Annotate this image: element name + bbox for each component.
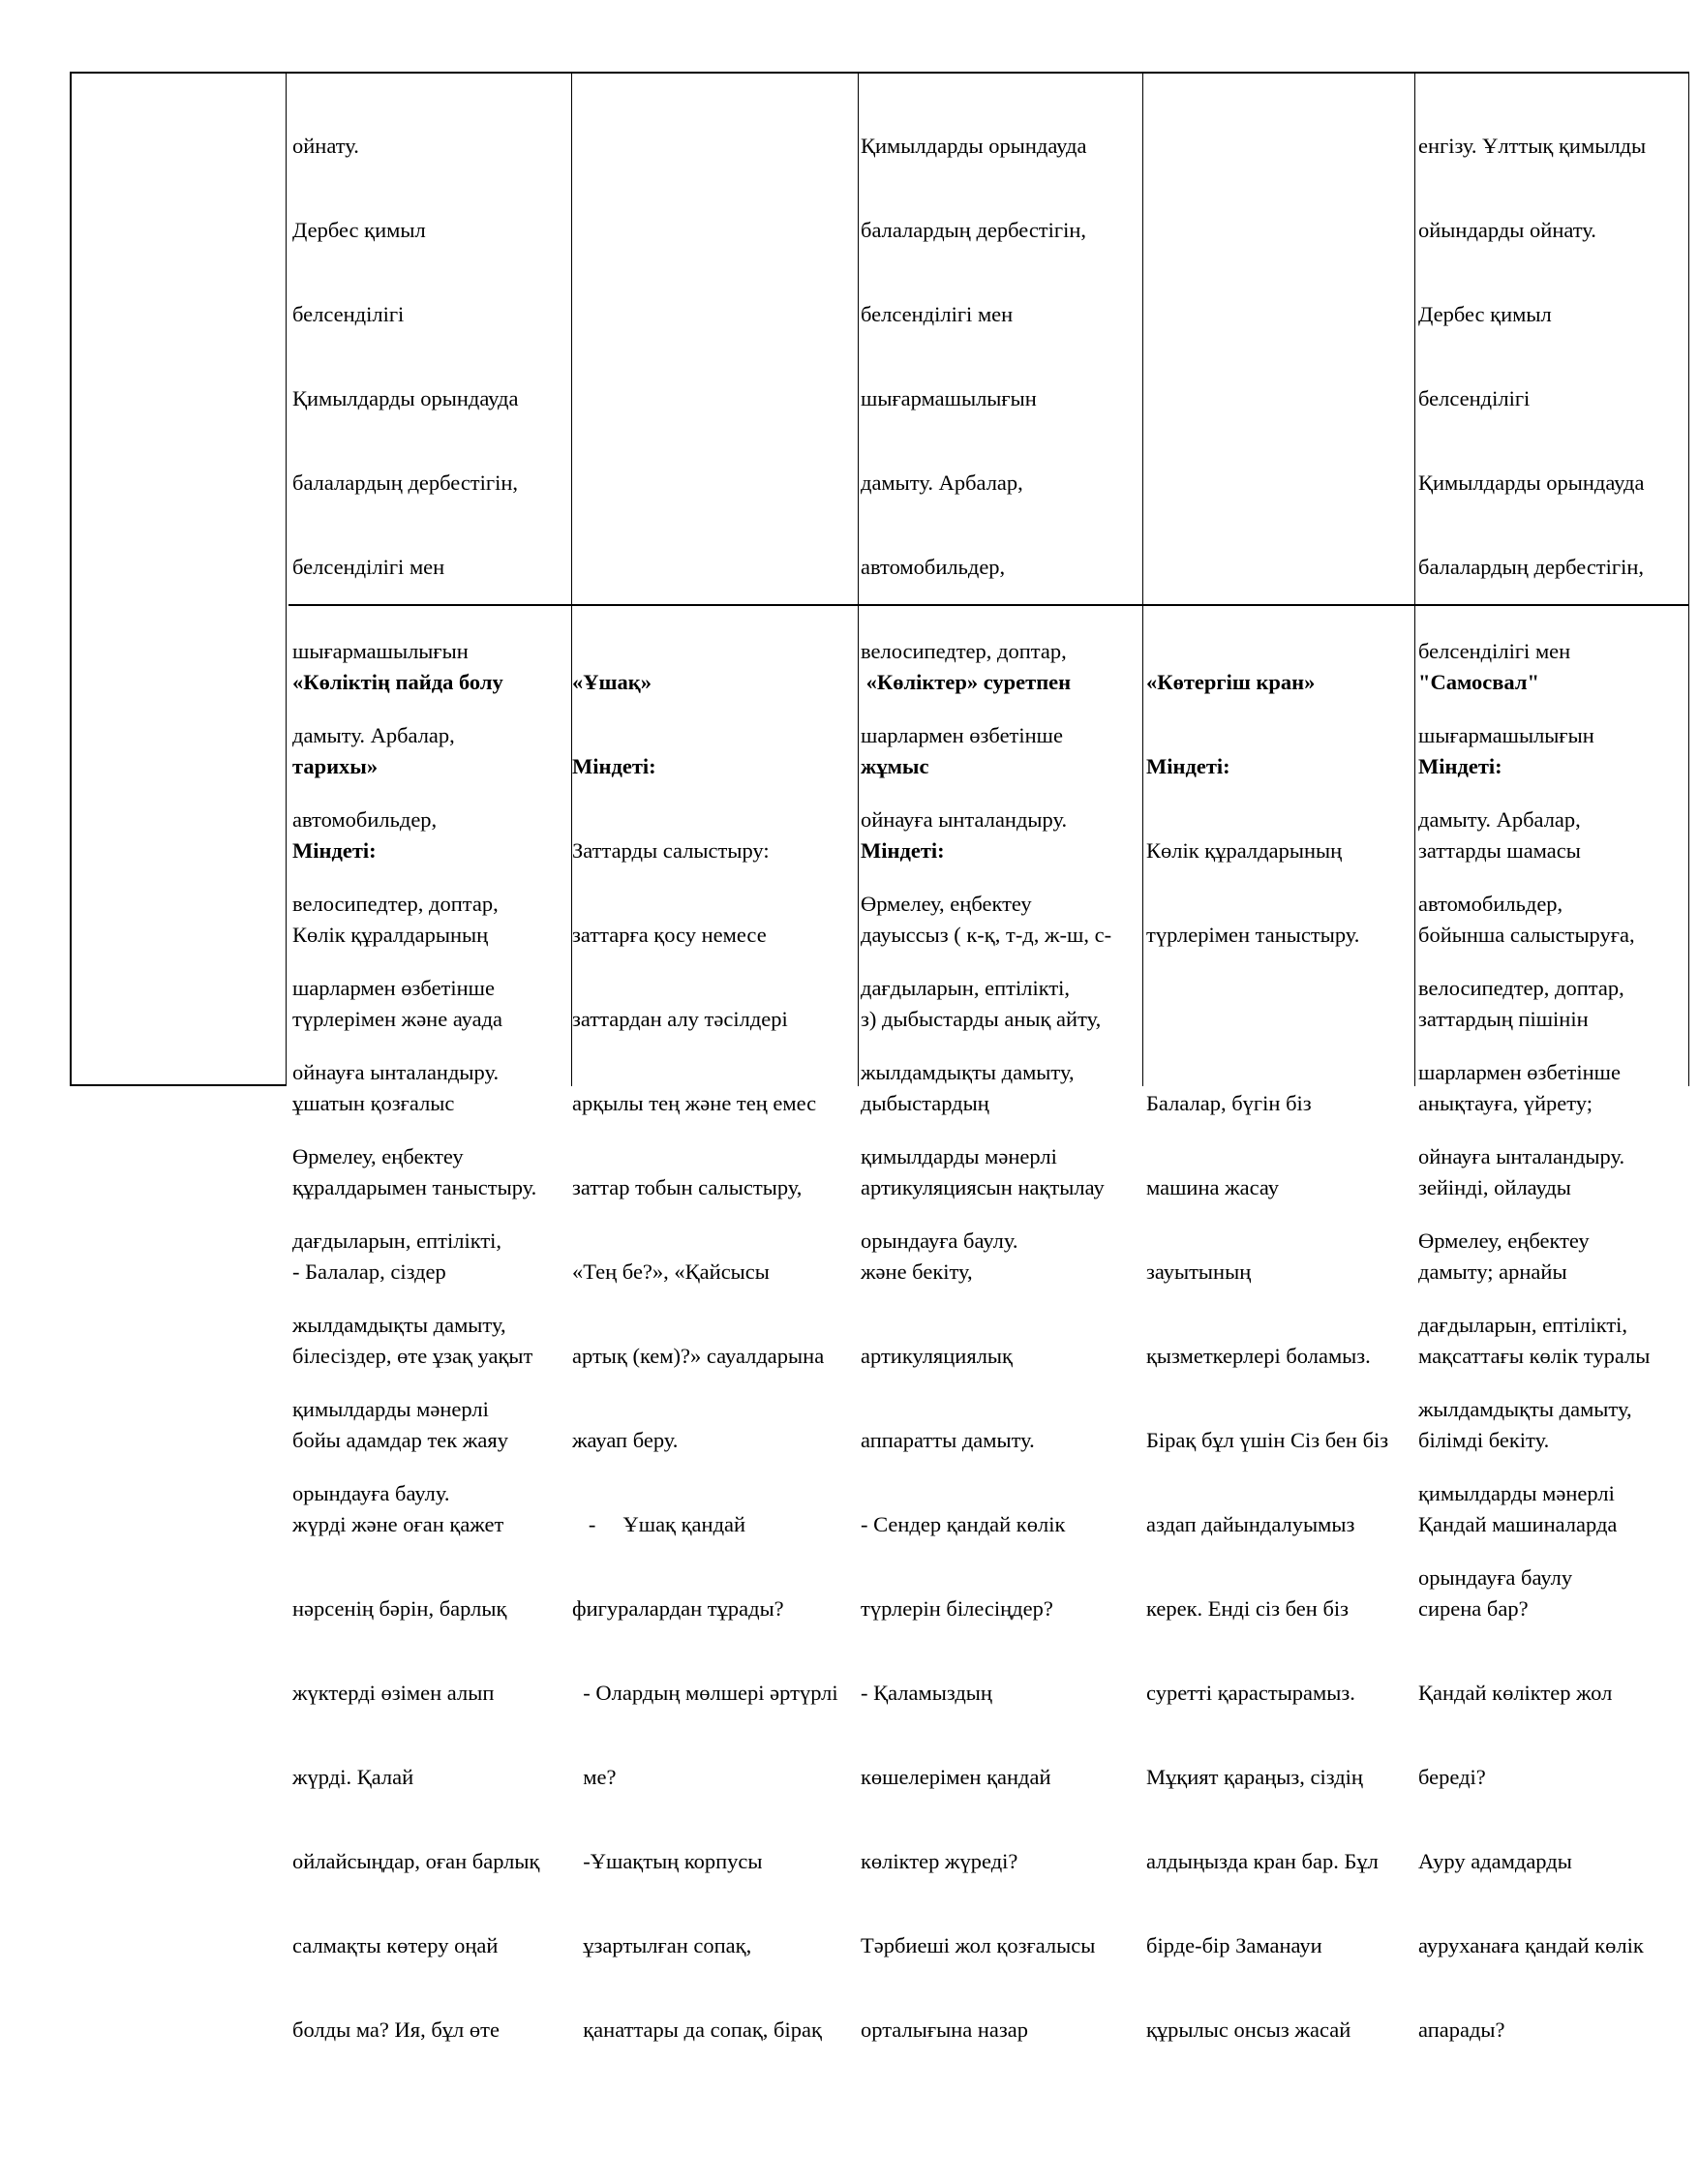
text-line: жүрді. Қалай (292, 1765, 414, 1789)
text-line: - Қаламыздың (861, 1681, 992, 1705)
text-line: шығармашылығын (1418, 723, 1594, 747)
text-line: салмақты көтеру оңай (292, 1933, 499, 1957)
text-line: - Олардың мөлшері әртүрлі (572, 1681, 838, 1705)
task-heading: Міндеті: (292, 838, 377, 863)
text-line: бойы адамдар тек жаяу (292, 1428, 508, 1452)
text-line: Өрмелеу, еңбектеу (292, 1144, 464, 1168)
text-line: автомобильдер, (861, 555, 1006, 579)
text-line: білесіздер, өте ұзақ уақыт (292, 1344, 533, 1368)
text-line: жылдамдықты дамыту, (1418, 1397, 1632, 1421)
text-line: Көлік құралдарының (1146, 838, 1343, 863)
column-divider-1 (286, 72, 287, 1086)
text-line: жүктерді өзімен алып (292, 1681, 495, 1705)
text-line: Өрмелеу, еңбектеу (1418, 1228, 1590, 1253)
text-line: белсенділігі мен (861, 302, 1014, 326)
text-line (292, 2100, 539, 2128)
text-line: көліктер жүреді? (861, 1849, 1018, 1873)
text-line: енгізу. Ұлттық қимылды (1418, 134, 1647, 158)
text-line: белсенділігі мен (292, 555, 445, 579)
text-line: балалардың дербестігін, (861, 218, 1087, 242)
text-line: орындауға баулу (1418, 1565, 1573, 1590)
text-line: - Ұшақ қандай (572, 1512, 746, 1536)
row2-col5-cell (1418, 612, 1650, 2100)
text-line: велосипедтер, доптар, (861, 639, 1067, 663)
text-line: белсенділігі (1418, 386, 1531, 410)
text-line: орындауға баулу. (861, 1228, 1018, 1253)
text-line: балалардың дербестігін, (1418, 555, 1645, 579)
text-line: Көлік құралдарының (292, 923, 489, 947)
text-line: нәрсенің бәрін, барлық (292, 1596, 507, 1621)
text-line: ойнату. (292, 134, 359, 158)
text-line: - Сендер қандай көлік (861, 1512, 1066, 1536)
text-line: құралдарымен таныстыру. (292, 1175, 537, 1199)
activity-title: «Көтергіш кран» (1146, 670, 1316, 694)
text-line: шығармашылығын (861, 386, 1037, 410)
text-line: артық (кем)?» сауалдарына (572, 1344, 825, 1368)
activity-title: жұмыс (861, 754, 929, 778)
text-line: автомобильдер, (292, 807, 438, 832)
text-line: фигуралардан тұрады? (572, 1596, 784, 1621)
text-line: шығармашылығын (292, 639, 469, 663)
text-line (861, 2100, 1111, 2128)
text-line: ме? (572, 1765, 617, 1789)
text-line: шарлармен өзбетінше (1418, 1060, 1621, 1084)
text-line: түрлерімен және ауада (292, 1007, 503, 1031)
activity-title: "Самосвал" (1418, 670, 1539, 694)
text-line: зауытының (1146, 1259, 1252, 1284)
text-line: керек. Енді сіз бен біз (1146, 1596, 1350, 1621)
text-line: бойынша салыстыруға, (1418, 923, 1635, 947)
text-line: Ауру адамдарды (1418, 1849, 1572, 1873)
text-line: дағдыларын, ептілікті, (292, 1228, 502, 1253)
text-line: Қимылдарды орындауда (861, 134, 1087, 158)
text-line: ауруханаға қандай көлік (1418, 1933, 1644, 1957)
text-line: білімді бекіту. (1418, 1428, 1550, 1452)
text-line: қимылдарды мәнерлі (1418, 1481, 1615, 1505)
activity-title: «Көліктің пайда болу (292, 670, 503, 694)
text-line: Қандай машиналарда (1418, 1512, 1618, 1536)
text-line: заттардың пішінін (1418, 1007, 1589, 1031)
text-line: Қандай көліктер жол (1418, 1681, 1613, 1705)
text-line: қимылдарды мәнерлі (861, 1144, 1057, 1168)
text-line: анықтауға, үйрету; (1418, 1091, 1593, 1115)
text-line: артикуляциялық (861, 1344, 1013, 1368)
text-line: дамыту. Арбалар, (1418, 807, 1581, 832)
text-line: және бекіту, (861, 1259, 973, 1284)
text-line: дамыту. Арбалар, (861, 470, 1023, 495)
text-line: түрлерін білесіңдер? (861, 1596, 1053, 1621)
text-line: Балалар, бүгін біз (1146, 1091, 1312, 1115)
text-line: орталығына назар (861, 2017, 1028, 2042)
text-line: Бірақ бұл үшін Сіз бен біз (1146, 1428, 1389, 1452)
text-line: белсенділігі мен (1418, 639, 1571, 663)
text-line: жүрді және оған қажет (292, 1512, 504, 1536)
text-line: Мұқият қараңыз, сіздің (1146, 1765, 1363, 1789)
task-heading: Міндеті: (1418, 754, 1502, 778)
text-line: ойнауға ынталандыру. (861, 807, 1068, 832)
text-line: белсенділігі (292, 302, 405, 326)
activity-title: тарихы» (292, 754, 379, 778)
text-line: автомобильдер, (1418, 892, 1563, 916)
text-line: - Балалар, сіздер (292, 1259, 446, 1284)
text-line: орындауға баулу. (292, 1481, 450, 1505)
task-heading: Міндеті: (861, 838, 945, 863)
text-line: ойнауға ынталандыру. (292, 1060, 500, 1084)
text-line: шарлармен өзбетінше (292, 976, 495, 1000)
activity-title: «Ұшақ» (572, 670, 652, 694)
text-line: суретті қарастырамыз. (1146, 1681, 1355, 1705)
table-top-border (70, 72, 1689, 74)
table-right-border (1688, 72, 1689, 1086)
text-line: құрылыс онсыз жасай (1146, 2017, 1351, 2042)
text-line: Дербес қимыл (1418, 302, 1552, 326)
text-line: апарады? (1418, 2017, 1505, 2042)
text-line: велосипедтер, доптар, (1418, 976, 1624, 1000)
text-line: дағдыларын, ептілікті, (1418, 1313, 1628, 1337)
text-line: дыбыстардың (861, 1091, 989, 1115)
text-line: арқылы тең және тең емес (572, 1091, 817, 1115)
text-line: көшелерімен қандай (861, 1765, 1051, 1789)
column-divider-4 (1142, 72, 1143, 1086)
text-line: ұшатын қозғалыс (292, 1091, 455, 1115)
activity-title: «Көліктер» суретпен (861, 670, 1072, 694)
column-divider-5 (1414, 72, 1415, 1086)
text-line: ұзартылған сопақ, (572, 1933, 752, 1957)
text-line: сирена бар? (1418, 1596, 1529, 1621)
text-line: зейінді, ойлауды (1418, 1175, 1571, 1199)
text-line: ойлайсыңдар, оған барлық (292, 1849, 540, 1873)
text-line: қанаттары да сопақ, бірақ (572, 2017, 822, 2042)
table-left-border (70, 72, 72, 1086)
text-line: -Ұшақтың корпусы (572, 1849, 763, 1873)
column-divider-3 (858, 72, 859, 1086)
text-line: аппаратты дамыту. (861, 1428, 1035, 1452)
text-line: Қимылдарды орындауда (292, 386, 519, 410)
text-line: з) дыбыстарды анық айту, (861, 1007, 1102, 1031)
text-line: түрлерімен таныстыру. (1146, 923, 1360, 947)
row2-col3-cell (861, 612, 1111, 2184)
text-line: заттарға қосу немесе (572, 923, 767, 947)
text-line: дағдыларын, ептілікті, (861, 976, 1071, 1000)
text-line: жауап беру. (572, 1428, 679, 1452)
text-line (1146, 1005, 1388, 1033)
text-line: қызметкерлері боламыз. (1146, 1344, 1371, 1368)
row2-col2-cell (572, 612, 838, 2100)
text-line: дауыссыз ( к-қ, т-д, ж-ш, с- (861, 923, 1112, 947)
text-line: балалардың дербестігін, (292, 470, 519, 495)
text-line: Қимылдарды орындауда (1418, 470, 1645, 495)
row2-col1-cell (292, 612, 539, 2184)
text-line: заттарды шамасы (1418, 838, 1581, 863)
task-heading: Міндеті: (572, 754, 656, 778)
table-bottom-border-first-column (70, 1084, 287, 1086)
task-heading: Міндеті: (1146, 754, 1230, 778)
text-line: болды ма? Ия, бұл өте (292, 2017, 500, 2042)
text-line: алдыңызда кран бар. Бұл (1146, 1849, 1379, 1873)
text-line: Заттарды салыстыру: (572, 838, 770, 863)
text-line: береді? (1418, 1765, 1486, 1789)
text-line: бірде-бір Заманауи (1146, 1933, 1322, 1957)
text-line: Тәрбиеші жол қозғалысы (861, 1933, 1096, 1957)
text-line: жылдамдықты дамыту, (292, 1313, 506, 1337)
text-line: заттар тобын салыстыру, (572, 1175, 803, 1199)
text-line: артикуляциясын нақтылау (861, 1175, 1105, 1199)
text-line: дамыту. Арбалар, (292, 723, 455, 747)
text-line: заттардан алу тәсілдері (572, 1007, 788, 1031)
text-line: дамыту; арнайы (1418, 1259, 1567, 1284)
text-line: ойнауға ынталандыру. (1418, 1144, 1625, 1168)
text-line: «Тең бе?», «Қайсысы (572, 1259, 770, 1284)
text-line: мақсаттағы көлік туралы (1418, 1344, 1651, 1368)
text-line: қимылдарды мәнерлі (292, 1397, 489, 1421)
text-line: шарлармен өзбетінше (861, 723, 1063, 747)
text-line: Өрмелеу, еңбектеу (861, 892, 1032, 916)
text-line: жылдамдықты дамыту, (861, 1060, 1075, 1084)
text-line: машина жасау (1146, 1175, 1279, 1199)
row2-col4-cell (1146, 612, 1388, 2100)
text-line: Дербес қимыл (292, 218, 426, 242)
text-line: аздап дайындалуымыз (1146, 1512, 1355, 1536)
text-line: ойындарды ойнату. (1418, 218, 1596, 242)
text-line: велосипедтер, доптар, (292, 892, 499, 916)
